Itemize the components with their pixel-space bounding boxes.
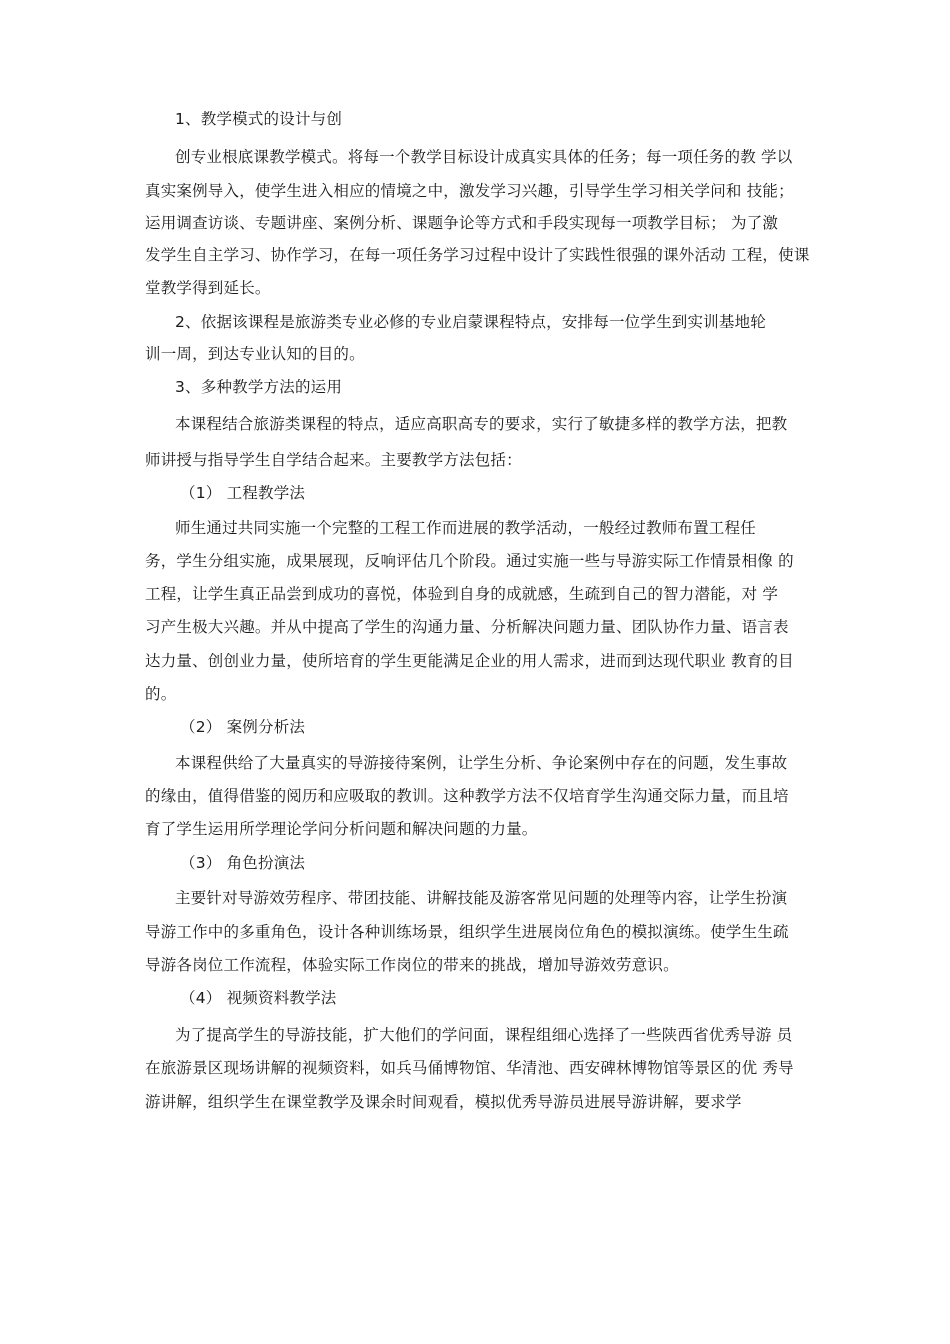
section-heading-1: 1、教学模式的设计与创 bbox=[175, 110, 343, 128]
paragraph-line: 工程，让学生真正品尝到成功的喜悦，体验到自身的成就感，生疏到自己的智力潜能，对 学 bbox=[145, 585, 779, 603]
paragraph-line: 训一周，到达专业认知的目的。 bbox=[145, 345, 365, 363]
paragraph-line: 师生通过共同实施一个完整的工程工作而进展的教学活动，一般经过教师布置工程任 bbox=[175, 519, 756, 537]
paragraph-line: 习产生极大兴趣。并从中提高了学生的沟通力量、分析解决问题力量、团队协作力量、语言表 bbox=[145, 618, 789, 636]
paragraph-line: 创专业根底课教学模式。将每一个教学目标设计成真实具体的任务；每一项任务的教 学以 bbox=[175, 148, 793, 166]
paragraph-line: 真实案例导入，使学生进入相应的情境之中，激发学习兴趣，引导学生学习相关学问和 技能； bbox=[145, 182, 794, 200]
method-heading: （3） 角色扮演法 bbox=[180, 854, 306, 872]
paragraph-line: 为了提高学生的导游技能，扩大他们的学问面，课程组细心选择了一些陕西省优秀导游 员 bbox=[175, 1026, 793, 1044]
paragraph-line: 导游各岗位工作流程，体验实际工作岗位的带来的挑战，增加导游效劳意识。 bbox=[145, 956, 679, 974]
paragraph-line: 本课程结合旅游类课程的特点，适应高职高专的要求，实行了敏捷多样的教学方法，把教 bbox=[175, 415, 788, 433]
paragraph-line: 的。 bbox=[145, 685, 177, 703]
paragraph-line: 发学生自主学习、协作学习，在每一项任务学习过程中设计了实践性很强的课外活动 工程，使课 bbox=[145, 246, 810, 264]
paragraph-line: 运用调查访谈、专题讲座、案例分析、课题争论等方式和手段实现每一项教学目标； 为了激 bbox=[145, 214, 779, 232]
paragraph-line: 务，学生分组实施，成果展现，反响评估几个阶段。通过实施一些与导游实际工作情景相像 的 bbox=[145, 552, 794, 570]
paragraph-line: 本课程供给了大量真实的导游接待案例，让学生分析、争论案例中存在的问题，发生事故 bbox=[175, 754, 788, 772]
paragraph-line: 的缘由，值得借鉴的阅历和应吸取的教训。这种教学方法不仅培育学生沟通交际力量，而且培 bbox=[145, 787, 789, 805]
paragraph-line: 导游工作中的多重角色，设计各种训练场景，组织学生进展岗位角色的模拟演练。使学生生疏 bbox=[145, 923, 789, 941]
section-heading-3: 3、多种教学方法的运用 bbox=[175, 378, 343, 396]
paragraph-line: 2、依据该课程是旅游类专业必修的专业启蒙课程特点，安排每一位学生到实训基地轮 bbox=[175, 313, 766, 331]
paragraph-line: 在旅游景区现场讲解的视频资料，如兵马俑博物馆、华清池、西安碑林博物馆等景区的优 秀导 bbox=[145, 1059, 794, 1077]
paragraph-line: 游讲解，组织学生在课堂教学及课余时间观看，模拟优秀导游员进展导游讲解，要求学 bbox=[145, 1093, 742, 1111]
paragraph-line: 师讲授与指导学生自学结合起来。主要教学方法包括： bbox=[145, 451, 522, 469]
paragraph-line: 育了学生运用所学理论学问分析问题和解决问题的力量。 bbox=[145, 820, 538, 838]
method-heading: （4） 视频资料教学法 bbox=[180, 989, 337, 1007]
paragraph-line: 主要针对导游效劳程序、带团技能、讲解技能及游客常见问题的处理等内容，让学生扮演 bbox=[175, 889, 788, 907]
method-heading: （2） 案例分析法 bbox=[180, 718, 306, 736]
method-heading: （1） 工程教学法 bbox=[180, 484, 306, 502]
paragraph-line: 堂教学得到延长。 bbox=[145, 279, 271, 297]
paragraph-line: 达力量、创创业力量，使所培育的学生更能满足企业的用人需求，进而到达现代职业 教育的目 bbox=[145, 652, 794, 670]
